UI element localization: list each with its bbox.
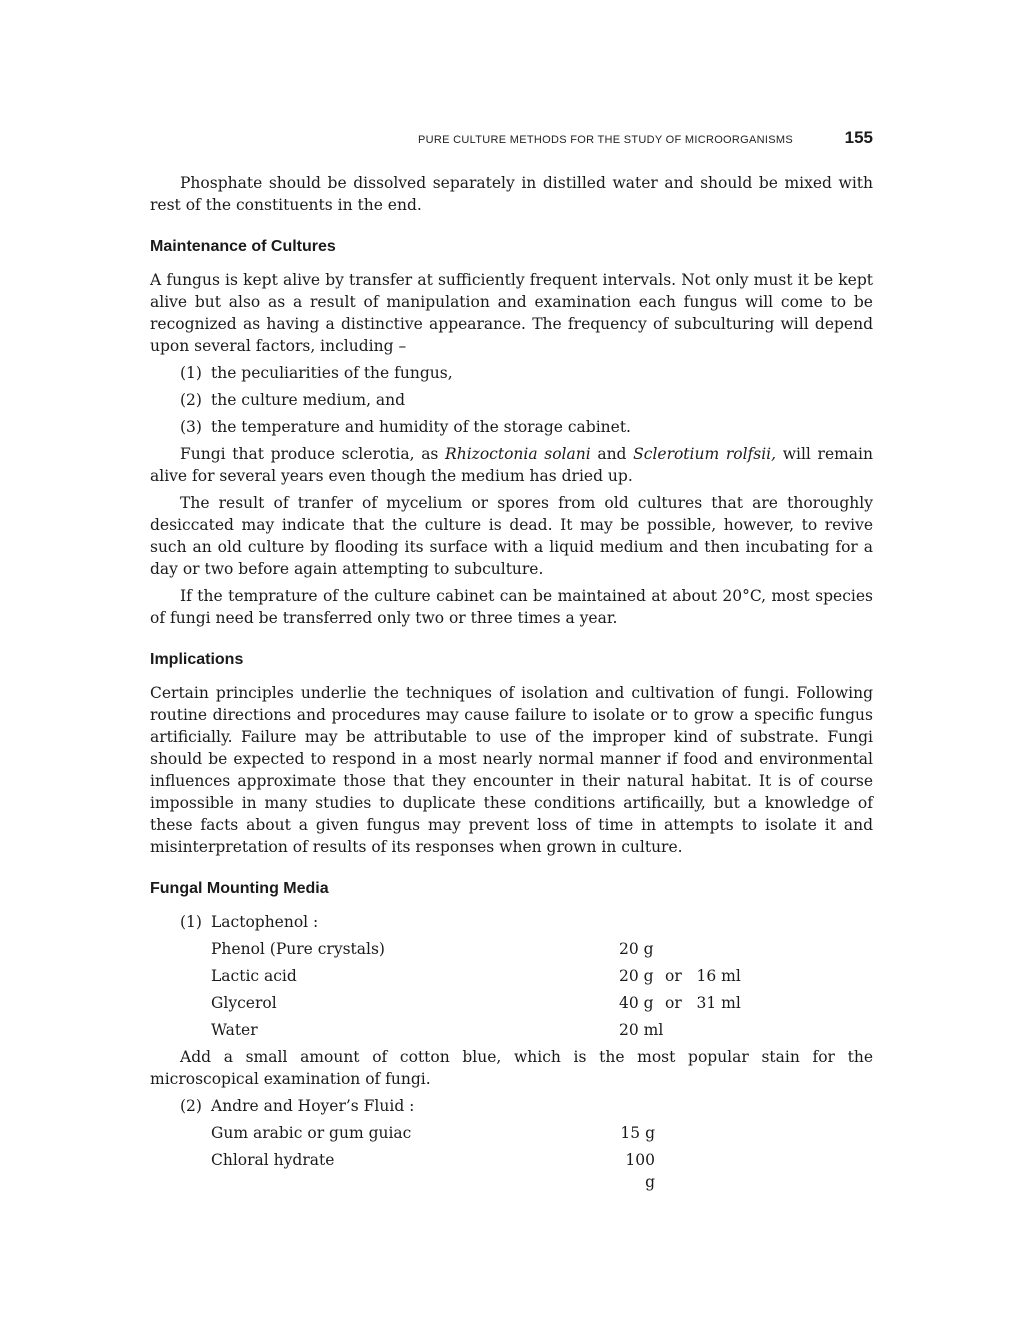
maintenance-paragraph-3: The result of tranfer of mycelium or spores from old cultures that are thoroughly desiccated may indicate that the culture is dead. It may be possible, however, to revive such an old culture by flooding its surface with a liquid medium and then incubating for a day or two before again attempting to subculture. — [150, 494, 873, 578]
list-item: (3) the temperature and humidity of the storage cabinet. — [180, 418, 631, 436]
recipe-row: Lactic acid 20 g or 16 ml — [211, 967, 741, 985]
running-head: PURE CULTURE METHODS FOR THE STUDY OF MICROORGANISMS — [418, 134, 793, 146]
page-body — [150, 172, 873, 1198]
section-heading-maintenance: Maintenance of Cultures — [150, 238, 336, 255]
list-item: (2) the culture medium, and — [180, 391, 406, 409]
recipe-table-lactophenol — [150, 938, 873, 1041]
recipe-row: Gum arabic or gum guiac 15 g — [211, 1124, 655, 1142]
recipe-title: (2) Andre and Hoyer’s Fluid : — [180, 1097, 415, 1115]
intro-paragraph: Phosphate should be dissolved separately in distilled water and should be mixed with rest of the constituents in the end. — [150, 174, 873, 214]
maintenance-paragraph-4: If the temprature of the culture cabinet can be maintained at about 20°C, most species of fungi need be transferred only two or three times a year. — [150, 587, 873, 627]
page-header — [150, 128, 873, 156]
implications-paragraph: Certain principles underlie the techniques of isolation and cultivation of fungi. Following routine directions and procedures may cause failure to isolate or to grow a specific fungus artificially. Failure may be attributable to use of the improper kind of substrate. Fungi should be expected to respond in a most nearly normal manner if food and environmental influences approximate those that they encounter in their natural habitat. It is of course impossible in many studies to duplicate these conditions artificailly, but a knowledge of these facts about a given fungus may prevent loss of time in attempts to isolate it and misinterpretation of results of its responses when grown in culture. — [150, 684, 873, 856]
species-name: Sclerotium rolfsii, — [633, 445, 777, 463]
list-item: (1) the peculiarities of the fungus, — [180, 364, 453, 382]
species-name: Rhizoctonia solani — [445, 445, 591, 463]
recipe-row: Glycerol 40 g or 31 ml — [211, 994, 741, 1012]
cotton-blue-note: Add a small amount of cotton blue, which is the most popular stain for the microscopical examination of fungi. — [150, 1048, 873, 1088]
section-heading-mounting-media: Fungal Mounting Media — [150, 880, 329, 897]
maintenance-paragraph-2: Fungi that produce sclerotia, as Rhizoctonia solani and Sclerotium rolfsii, will remain alive for several years even though the medium has dried up. — [150, 445, 873, 485]
section-heading-implications: Implications — [150, 651, 244, 668]
maintenance-paragraph-1: A fungus is kept alive by transfer at sufficiently frequent intervals. Not only must it be kept alive but also as a result of manipulation and examination each fungus will come to be recognized as having a distinctive appearance. The frequency of subculturing will depend upon several factors, including – — [150, 271, 873, 355]
page-number: 155 — [844, 128, 873, 147]
recipe-row: Chloral hydrate 100 g — [211, 1151, 655, 1191]
recipe-row: Phenol (Pure crystals) 20 g — [211, 940, 654, 958]
factors-list — [150, 362, 873, 438]
recipe-table-andre-hoyer — [150, 1122, 873, 1193]
recipe-row: Water 20 ml — [211, 1021, 664, 1039]
recipe-title: (1) Lactophenol : — [180, 913, 319, 931]
